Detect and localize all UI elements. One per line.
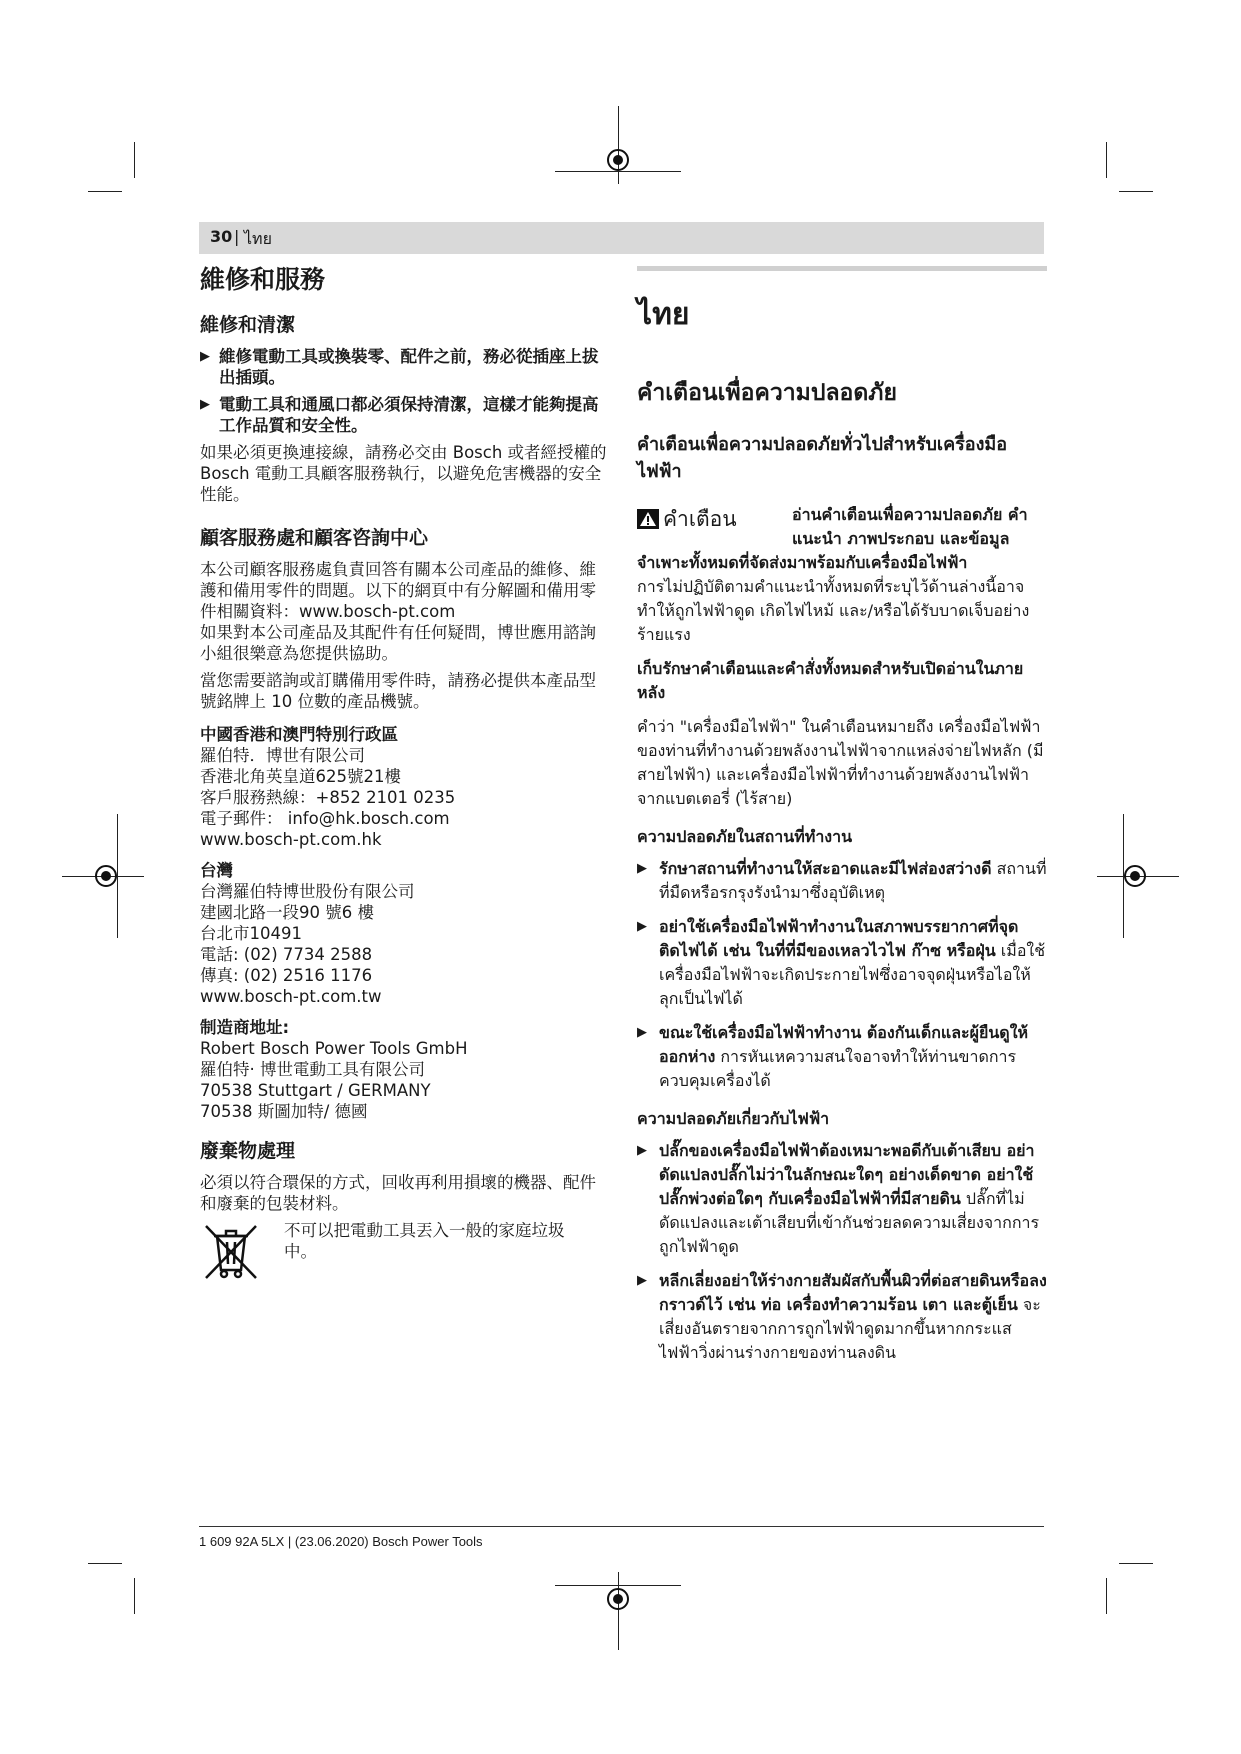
maintenance-heading: 維修和清潔 bbox=[200, 314, 296, 336]
bullet-triangle-icon: ▶ bbox=[637, 1273, 647, 1288]
work-area-heading: ความปลอดภัยในสถานที่ทำงาน bbox=[637, 827, 853, 846]
warning-inline-text: อ่านคำเตือนเพื่อความปลอดภัย คำแนะนำ ภาพประกอบ และข้อมูล bbox=[792, 505, 1028, 548]
paragraph: 本公司顧客服務處負責回答有關本公司產品的維修、維護和備用零件的問題。以下的網頁中有分解圖和備用零件相關資料：www.bosch-pt.com bbox=[200, 560, 596, 621]
warning-triangle-icon bbox=[637, 509, 659, 529]
list-item: ▶ อย่าใช้เครื่องมือไฟฟ้าทำงานในสภาพบรรยากาศที่จุดติดไฟได้ เช่น ในที่ที่มีของเหลวไวไฟ ก๊าซ หรือฝุ่น เมื่อใช้เครื่องมือไฟฟ้าจะเกิดประกายไฟซึ่งอาจจุดฝุ่นหรือไอให้ลุกเป็นไฟได้ bbox=[637, 917, 1046, 1008]
address-line: Robert Bosch Power Tools GmbH bbox=[200, 1039, 468, 1058]
registration-mark bbox=[117, 814, 118, 938]
address-line: 70538 Stuttgart / GERMANY bbox=[200, 1081, 431, 1100]
general-safety-title: คำเตือนเพื่อความปลอดภัยทั่วไปสำหรับเครื่องมือไฟฟ้า bbox=[637, 434, 1008, 482]
footer-divider bbox=[199, 1526, 1044, 1527]
keep-instructions: เก็บรักษาคำเตือนและคำสั่งทั้งหมดสำหรับเปิดอ่านในภายหลัง bbox=[637, 659, 1024, 702]
warning-continuation: จำเพาะทั้งหมดที่จัดส่งมาพร้อมกับเครื่องมือไฟฟ้า bbox=[637, 553, 968, 572]
crop-mark bbox=[134, 1578, 135, 1614]
address-line: www.bosch-pt.com.hk bbox=[200, 830, 382, 849]
safety-title: คำเตือนเพื่อความปลอดภัย bbox=[637, 380, 897, 406]
header-language: ไทย bbox=[244, 229, 272, 248]
disposal-heading: 廢棄物處理 bbox=[200, 1140, 296, 1162]
bullet-triangle-icon: ▶ bbox=[637, 1025, 647, 1040]
list-item: ▶ 維修電動工具或換裝零、配件之前，務必從插座上拔出插頭。 bbox=[200, 347, 599, 387]
language-title: ไทย bbox=[637, 297, 690, 332]
crop-mark bbox=[88, 1563, 122, 1564]
registration-mark bbox=[618, 106, 619, 184]
list-item: ▶ 電動工具和通風口都必須保持清潔，這樣才能夠提高工作品質和安全性。 bbox=[200, 395, 599, 435]
crop-mark bbox=[1106, 1578, 1107, 1614]
paragraph: 必須以符合環保的方式，回收再利用損壞的機器、配件和廢棄的包裝材料。 bbox=[200, 1173, 596, 1213]
footer-text: 1 609 92A 5LX | (23.06.2020) Bosch Power Tools bbox=[199, 1534, 483, 1549]
paragraph: 當您需要諮詢或訂購備用零件時，請務必提供本產品型號銘牌上 10 位數的產品機號。 bbox=[200, 671, 596, 711]
address-block-tw bbox=[200, 860, 610, 1007]
warning-block bbox=[637, 503, 1047, 551]
right-column bbox=[637, 266, 1047, 1375]
warning-label: คำเตือน bbox=[637, 503, 792, 531]
registration-target-icon bbox=[607, 149, 629, 171]
weee-notice bbox=[200, 1220, 610, 1282]
crop-mark bbox=[88, 191, 122, 192]
divider bbox=[637, 266, 1047, 271]
address-heading: 台灣 bbox=[200, 861, 233, 880]
address-heading: 中國香港和澳門特別行政區 bbox=[200, 725, 398, 744]
registration-mark bbox=[555, 1585, 681, 1586]
address-line: www.bosch-pt.com.tw bbox=[200, 987, 382, 1006]
paragraph: คำว่า "เครื่องมือไฟฟ้า" ในคำเตือนหมายถึง เครื่องมือไฟฟ้าของท่านที่ทำงานด้วยพลังงานไฟฟ้าจากแหล่งจ่ายไฟหลัก (มีสายไฟฟ้า) และเครื่องมือไฟฟ้าที่ทำงานด้วยพลังงานไฟฟ้าจากแบตเตอรี่ (ไร้สาย) bbox=[637, 717, 1044, 808]
bullet-triangle-icon: ▶ bbox=[637, 1143, 647, 1158]
service-heading: 顧客服務處和顧客咨詢中心 bbox=[200, 527, 429, 549]
address-line: 客戶服務熱線：+852 2101 0235 bbox=[200, 788, 456, 807]
registration-target-icon bbox=[1124, 865, 1146, 887]
bullet-triangle-icon: ▶ bbox=[637, 919, 647, 934]
registration-mark bbox=[555, 171, 681, 172]
section-title: 維修和服務 bbox=[200, 265, 326, 294]
crop-mark bbox=[1119, 191, 1153, 192]
address-line: 電子郵件： info@hk.bosch.com bbox=[200, 809, 450, 828]
registration-target-icon bbox=[607, 1588, 629, 1610]
crop-mark bbox=[1119, 1563, 1153, 1564]
address-line: 70538 斯圖加特/ 德國 bbox=[200, 1102, 368, 1121]
page-header bbox=[199, 222, 1044, 254]
bullet-triangle-icon: ▶ bbox=[200, 397, 210, 412]
registration-mark bbox=[618, 1572, 619, 1650]
address-block-maker bbox=[200, 1017, 610, 1122]
address-line: 羅伯特．博世有限公司 bbox=[200, 746, 365, 765]
address-block-hk bbox=[200, 724, 610, 850]
address-line: 台灣羅伯特博世股份有限公司 bbox=[200, 882, 415, 901]
address-heading: 制造商地址: bbox=[200, 1018, 290, 1037]
crop-mark bbox=[134, 142, 135, 178]
crop-mark bbox=[1106, 142, 1107, 178]
bullet-triangle-icon: ▶ bbox=[200, 349, 210, 364]
address-line: 香港北角英皇道625號21樓 bbox=[200, 767, 401, 786]
registration-target-icon bbox=[95, 865, 117, 887]
weee-text: 不可以把電動工具丟入一般的家庭垃圾中。 bbox=[284, 1221, 565, 1261]
electrical-heading: ความปลอดภัยเกี่ยวกับไฟฟ้า bbox=[637, 1109, 830, 1128]
address-line: 台北市10491 bbox=[200, 924, 302, 943]
crossed-bin-icon bbox=[200, 1220, 262, 1282]
address-line: 羅伯特· 博世電動工具有限公司 bbox=[200, 1060, 425, 1079]
list-item: ▶ รักษาสถานที่ทำงานให้สะอาดและมีไฟส่องสว่างดี สถานที่ที่มืดหรือรกรุงรังนำมาซึ่งอุบัติเหตุ bbox=[637, 859, 1047, 902]
paragraph: การไม่ปฏิบัติตามคำแนะนำทั้งหมดที่ระบุไว้ด้านล่างนี้อาจทำให้ถูกไฟฟ้าดูด เกิดไฟไหม้ และ/หรือได้รับบาดเจ็บอย่างร้ายแรง bbox=[637, 577, 1030, 644]
left-column bbox=[200, 262, 610, 1282]
list-item: ▶ ขณะใช้เครื่องมือไฟฟ้าทำงาน ต้องกันเด็กและผู้ยืนดูให้ออกห่าง การหันเหความสนใจอาจทำให้ท่านขาดการควบคุมเครื่องได้ bbox=[637, 1023, 1029, 1090]
list-item: ▶ หลีกเลี่ยงอย่าให้ร่างกายสัมผัสกับพื้นผิวที่ต่อสายดินหรือลงกราวด์ไว้ เช่น ท่อ เครื่องทำความร้อน เตา และตู้เย็น จะเสี่ยงอันตรายจากการถูกไฟฟ้าดูดมากขึ้นหากกระแสไฟฟ้าวิ่งผ่านร่างกายของท่านลงดิน bbox=[637, 1271, 1047, 1362]
page-number: 30 bbox=[210, 227, 233, 246]
paragraph: 如果對本公司產品及其配件有任何疑問，博世應用諮詢小組很樂意為您提供協助。 bbox=[200, 623, 596, 663]
address-line: 建國北路一段90 號6 樓 bbox=[200, 903, 374, 922]
paragraph: 如果必須更換連接線，請務必交由 Bosch 或者經授權的 Bosch 電動工具顧客服務執行，以避免危害機器的安全性能。 bbox=[200, 443, 607, 504]
header-separator: | bbox=[234, 227, 240, 246]
bullet-triangle-icon: ▶ bbox=[637, 861, 647, 876]
address-line: 傳真: (02) 2516 1176 bbox=[200, 966, 373, 985]
address-line: 電話: (02) 7734 2588 bbox=[200, 945, 373, 964]
list-item: ▶ ปลั๊กของเครื่องมือไฟฟ้าต้องเหมาะพอดีกับเต้าเสียบ อย่าดัดแปลงปลั๊กไม่ว่าในลักษณะใดๆ อย่างเด็ดขาด อย่าใช้ปลั๊กพ่วงต่อใดๆ กับเครื่องมือไฟฟ้าที่มีสายดิน ปลั๊กที่ไม่ดัดแปลงและเต้าเสียบที่เข้ากันช่วยลดความเสี่ยงจากการถูกไฟฟ้าดูด bbox=[637, 1141, 1040, 1256]
